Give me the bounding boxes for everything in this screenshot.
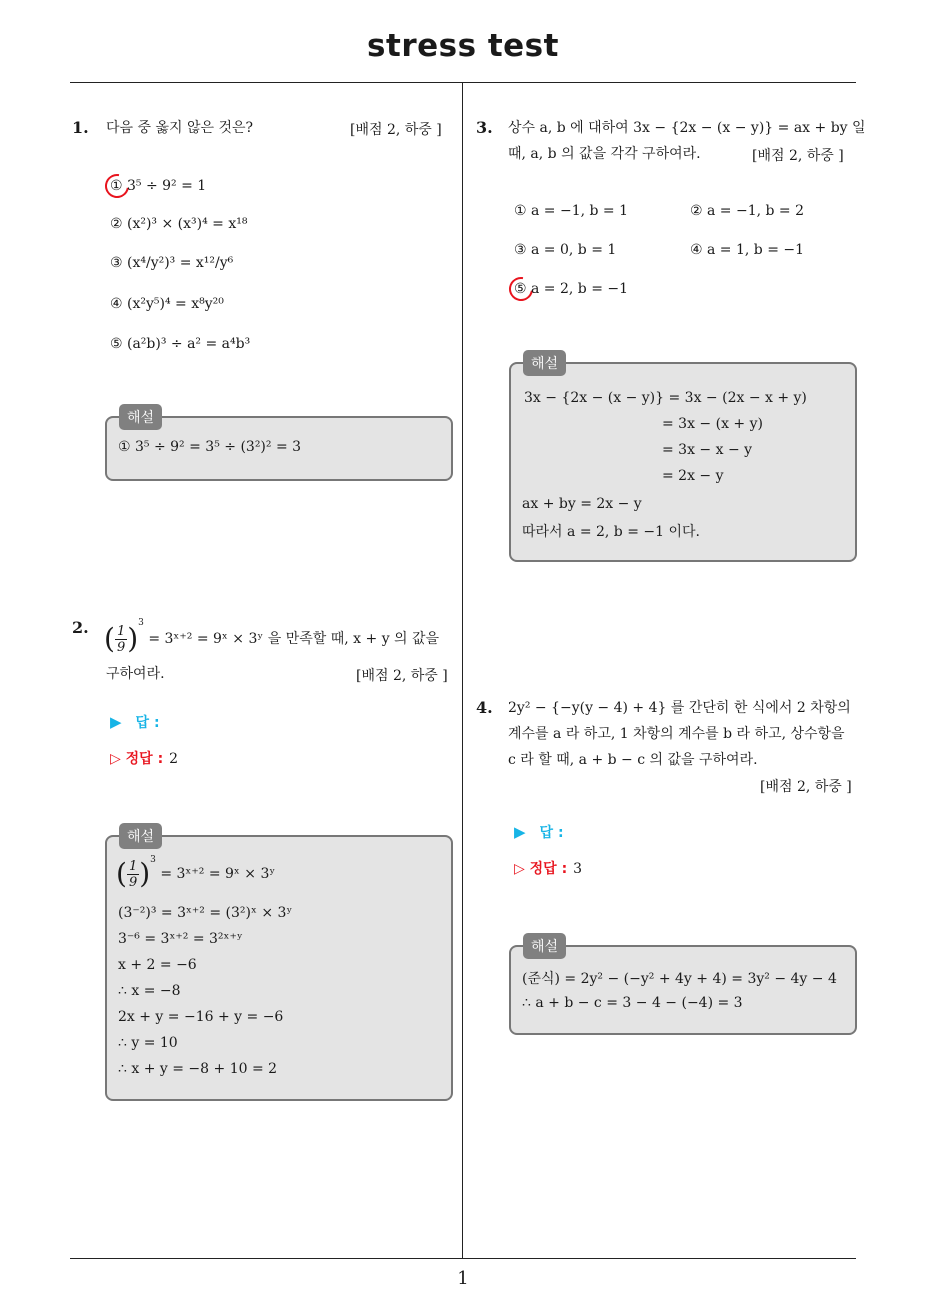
- correct-answer-label: [514, 858, 582, 878]
- option-1[interactable]: ① 3⁵ ÷ 9² = 1: [110, 178, 207, 194]
- solution-tag: 해설: [119, 823, 162, 849]
- left-paren: (: [104, 622, 115, 655]
- question-text: = 3ˣ⁺² = 9ˣ × 3ʸ 을 만족할 때, x + y 의 값을: [148, 631, 440, 647]
- solution-line: ax + by = 2x − y: [522, 496, 642, 512]
- solution-line: ① 3⁵ ÷ 9² = 3⁵ ÷ (3²)² = 3: [118, 439, 302, 455]
- right-paren: ): [139, 857, 151, 890]
- solution-line: = 3x − x − y: [662, 442, 753, 458]
- page-title: stress test: [367, 28, 559, 64]
- solution-line: [116, 855, 276, 890]
- question-meta: [배점 2, 하중 ]: [350, 122, 442, 138]
- solution-line: 3⁻⁶ = 3ˣ⁺² = 3²ˣ⁺ʸ: [118, 931, 243, 947]
- exponent: 3: [138, 618, 144, 628]
- play-triangle-icon: ▶: [514, 823, 526, 841]
- correct-label-text: 정답 :: [125, 751, 164, 767]
- solution-line: 따라서 a = 2, b = −1 이다.: [522, 524, 700, 540]
- solution-tag: 해설: [523, 350, 566, 376]
- question-text-line-1: 상수 a, b 에 대하여 3x − {2x − (x − y)} = ax + by 일: [508, 120, 866, 136]
- solution-line: = 3x − (x + y): [662, 416, 763, 432]
- solution-line: (준식) = 2y² − (−y² + 4y + 4) = 3y² − 4y − 4: [522, 971, 837, 987]
- option-5[interactable]: ⑤ (a²b)³ ÷ a² = a⁴b³: [110, 336, 251, 352]
- option-3[interactable]: ③ a = 0, b = 1: [514, 242, 617, 258]
- question-number: 4.: [476, 698, 493, 717]
- solution-text: = 3ˣ⁺² = 9ˣ × 3ʸ: [160, 866, 276, 882]
- solution-line: ∴ a + b − c = 3 − 4 − (−4) = 3: [522, 995, 743, 1011]
- column-divider: [462, 82, 463, 1258]
- question-text-line-1: 2y² − {−y(y − 4) + 4} 를 간단히 한 식에서 2 차항의: [508, 700, 851, 716]
- option-1[interactable]: ① a = −1, b = 1: [514, 203, 629, 219]
- right-paren: ): [127, 622, 139, 655]
- option-5[interactable]: ⑤ a = 2, b = −1: [514, 281, 629, 297]
- correct-answer-value: 2: [169, 751, 179, 767]
- denominator: 9: [128, 874, 138, 890]
- denominator: 9: [116, 639, 126, 655]
- question-meta: [배점 2, 하중 ]: [760, 779, 852, 795]
- numerator: 1: [128, 858, 138, 874]
- solution-line: ∴ y = 10: [118, 1035, 178, 1051]
- outline-triangle-icon: ▷: [514, 861, 530, 877]
- solution-tag: 해설: [523, 933, 566, 959]
- question-text-line-1: [104, 618, 440, 656]
- question-text: 다음 중 옳지 않은 것은?: [106, 120, 254, 136]
- bottom-rule: [70, 1258, 856, 1259]
- solution-line: ∴ x = −8: [118, 983, 181, 999]
- solution-line: 2x + y = −16 + y = −6: [118, 1009, 284, 1025]
- solution-line: x + 2 = −6: [118, 957, 197, 973]
- exponent: 3: [150, 855, 156, 865]
- question-number: 1.: [72, 118, 89, 137]
- correct-answer-label: [110, 748, 178, 768]
- option-4[interactable]: ④ a = 1, b = −1: [690, 242, 805, 258]
- question-number: 3.: [476, 118, 493, 137]
- solution-line: = 2x − y: [662, 468, 724, 484]
- question-meta: [배점 2, 하중 ]: [752, 148, 844, 164]
- play-triangle-icon: ▶: [110, 713, 122, 731]
- option-4[interactable]: ④ (x²y⁵)⁴ = x⁸y²⁰: [110, 296, 224, 312]
- option-3[interactable]: ③ (x⁴/y²)³ = x¹²/y⁶: [110, 255, 234, 271]
- correct-label-text: 정답 :: [529, 861, 568, 877]
- top-rule: [70, 82, 856, 83]
- fraction-one-ninth: [127, 859, 139, 890]
- option-2[interactable]: ② a = −1, b = 2: [690, 203, 805, 219]
- solution-line: ∴ x + y = −8 + 10 = 2: [118, 1061, 278, 1077]
- numerator: 1: [116, 623, 126, 639]
- option-2[interactable]: ② (x²)³ × (x³)⁴ = x¹⁸: [110, 216, 248, 232]
- question-text-line-3: c 라 할 때, a + b − c 의 값을 구하여라.: [508, 752, 758, 768]
- solution-tag: 해설: [119, 404, 162, 430]
- answer-label: [110, 712, 160, 732]
- solution-line: (3⁻²)³ = 3ˣ⁺² = (3²)ˣ × 3ʸ: [118, 905, 293, 921]
- question-number: 2.: [72, 618, 89, 637]
- page-number: 1: [457, 1268, 469, 1289]
- question-text-line-2: 계수를 a 라 하고, 1 차항의 계수를 b 라 하고, 상수항을: [508, 726, 845, 742]
- left-paren: (: [116, 857, 127, 890]
- outline-triangle-icon: ▷: [110, 751, 126, 767]
- fraction-one-ninth: [115, 624, 127, 655]
- answer-label: [514, 822, 564, 842]
- correct-answer-value: 3: [573, 861, 583, 877]
- answer-label-text: 답 :: [135, 715, 160, 731]
- answer-label-text: 답 :: [539, 825, 564, 841]
- question-text-line-2: 때, a, b 의 값을 각각 구하여라.: [508, 146, 701, 162]
- solution-line: 3x − {2x − (x − y)} = 3x − (2x − x + y): [524, 390, 807, 406]
- question-text-line-2: 구하여라.: [106, 666, 165, 682]
- question-meta: [배점 2, 하중 ]: [356, 668, 448, 684]
